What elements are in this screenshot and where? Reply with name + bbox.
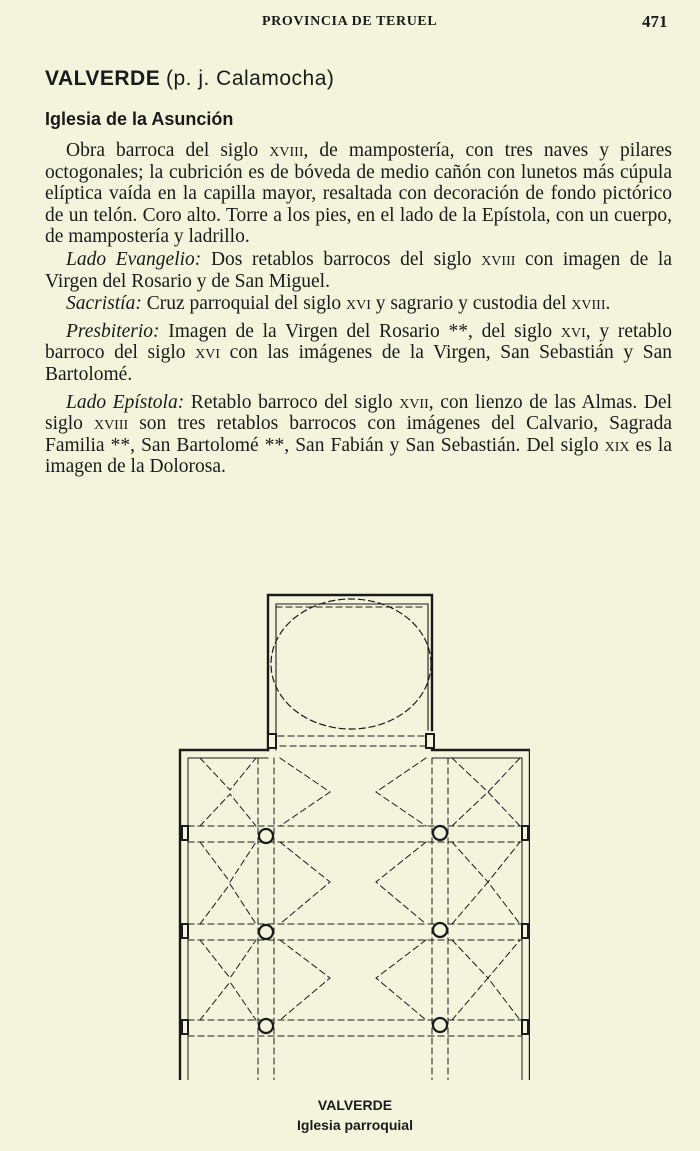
section-label: Lado Evangelio: xyxy=(66,248,202,270)
paragraph xyxy=(45,293,672,315)
century-numeral: xvi xyxy=(195,342,220,364)
pillar xyxy=(433,826,447,840)
text-run: Cruz parroquial del siglo xyxy=(141,293,347,315)
pillar xyxy=(259,1019,273,1033)
century-numeral: xvi xyxy=(560,320,586,342)
century-numeral: xix xyxy=(604,434,630,456)
entry-district: (p. j. Calamocha) xyxy=(165,67,335,90)
pillar xyxy=(433,1018,447,1032)
text-run: Obra barroca del siglo xyxy=(66,140,270,161)
pillar xyxy=(259,925,273,939)
text-run: Dos retablos barrocos del siglo xyxy=(201,248,482,270)
pillar xyxy=(433,923,447,937)
text-run: , y retablo barroco del siglo xyxy=(45,320,672,364)
text-run: , de mampostería, con tres naves y pilares octogonales; la cubrición es de bóveda de medio cañón con lunetos más cúpula elíptica vaída en la capilla mayor, resaltada con decoración de fondo pictórico de un telón. Coro alto. Torre a los pies, en el lado de la Epístola, con un cuerpo, de mampostería y ladrillo. xyxy=(45,140,673,248)
elliptical-dome xyxy=(271,599,431,729)
chancel-inner-wall xyxy=(276,604,428,750)
page-number: 471 xyxy=(642,12,668,31)
text-run: Imagen de la Virgen del Rosario **, del siglo xyxy=(159,320,561,342)
entry-place: VALVERDE xyxy=(45,67,161,90)
paragraph xyxy=(45,249,672,292)
description-body xyxy=(45,140,672,478)
century-numeral: xviii xyxy=(269,140,304,161)
text-run: , con lienzo de las Almas. Del siglo xyxy=(45,391,673,435)
section-title: Iglesia de la Asunción xyxy=(45,109,234,129)
figure-caption-title: VALVERDE xyxy=(317,1097,393,1113)
text-run: con imagen de la Virgen del Rosario y de San Miguel. xyxy=(45,248,672,292)
entry-title xyxy=(45,66,334,91)
pillar xyxy=(259,829,273,843)
text-run: es la imagen de la Dolorosa. xyxy=(45,434,672,478)
text-run: con las imágenes de la Virgen, San Sebastián y San Bartolomé. xyxy=(45,342,672,385)
paragraph xyxy=(45,321,672,386)
text-run: y sagrario y custodia del xyxy=(370,293,572,315)
section-label: Sacristía: xyxy=(66,293,142,315)
century-numeral: xviii xyxy=(481,248,516,270)
paragraph xyxy=(45,140,672,248)
paragraph xyxy=(45,392,672,478)
text-run: son tres retablos barrocos con imágenes del Calvario, Sagrada Familia **, San Bartolomé **, San Fabián y San Sebastián. Del siglo xyxy=(45,413,672,456)
century-numeral: xviii xyxy=(93,413,129,435)
section-label: Presbiterio: xyxy=(66,320,160,342)
church-floor-plan xyxy=(170,580,530,1080)
text-run: . xyxy=(605,293,611,315)
running-head: PROVINCIA DE TERUEL xyxy=(262,14,438,29)
century-numeral: xvii xyxy=(399,391,429,413)
century-numeral: xviii xyxy=(571,293,606,315)
century-numeral: xvi xyxy=(346,293,371,315)
nave-outline xyxy=(180,750,268,1080)
section-label: Lado Epístola: xyxy=(66,391,185,413)
text-run: Retablo barroco del siglo xyxy=(184,391,400,413)
figure-caption-subtitle: Iglesia parroquial xyxy=(297,1117,413,1133)
